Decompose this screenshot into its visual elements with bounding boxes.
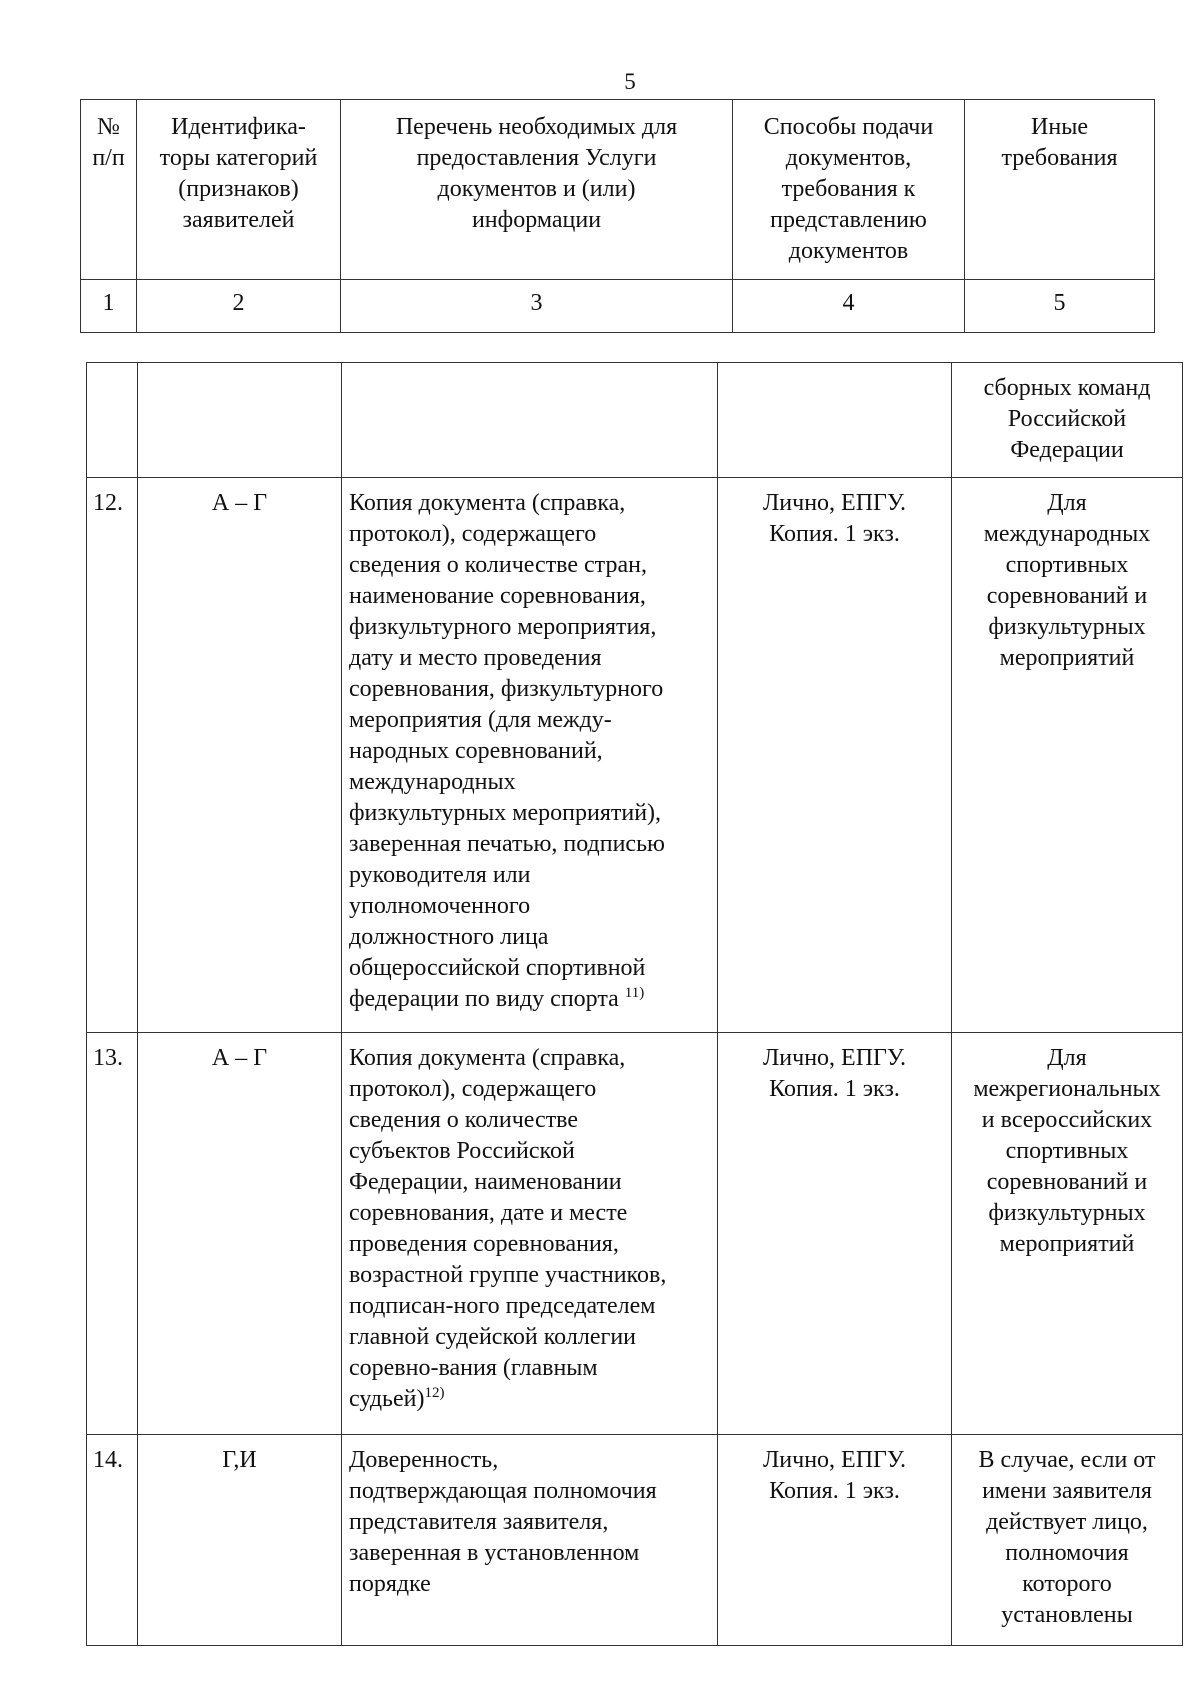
row-category [138,363,342,478]
row-documents-text: Копия документа (справка, протокол), содержащего сведения о количестве субъектов Российской Федерации, наименовании соревнования, дате и месте проведения соревнования, возрастной группе участников, подписан-ного председателем главной судейской коллегии соревно-вания (главным судьей) [349,1045,667,1412]
column-number: 3 [341,280,733,333]
row-other-requirements: Для межрегиональных и всероссийских спортивных соревнований и физкультурных мероприятий [952,1033,1183,1435]
column-number: 5 [965,280,1155,333]
row-category: Г,И [138,1435,342,1646]
header-number-row [81,280,1155,333]
row-number: 13. [87,1033,138,1435]
row-number [87,363,138,478]
row-documents [342,363,718,478]
column-number: 4 [733,280,965,333]
row-documents [342,1033,718,1435]
row-submission [718,363,952,478]
row-documents-text: Копия документа (справка, протокол), содержащего сведения о количестве стран, наименование соревнования, физкультурного мероприятия, дату и место проведения соревнования, физкультурного мероприятия (для междy- народных соревнований, международных физкультурных мероприятий), заверенная печатью, подписью руководителя или уполномоченного должностного лица общероссийской спортивной федерации по виду спорта [349,490,665,1012]
page-number: 5 [624,69,636,94]
row-other-requirements: Для международных спортивных соревнований и физкультурных мероприятий [952,478,1183,1033]
table-row [87,478,1183,1033]
header-cell-other: Иные требования [965,100,1155,280]
row-category: А – Г [138,1033,342,1435]
table-body [86,362,1183,1646]
footnote-marker: 12) [424,1385,445,1401]
footnote-marker: 11) [624,985,645,1001]
row-category: А – Г [138,478,342,1033]
header-cell-number: № п/п [81,100,137,280]
row-submission: Лично, ЕПГУ. Копия. 1 экз. [718,1435,952,1646]
header-cell-documents: Перечень необходимых для предоставления Услуги документов и (или) информации [341,100,733,280]
row-other-requirements: сборных команд Российской Федерации [952,363,1183,478]
table-row [87,1033,1183,1435]
header-row [81,100,1155,280]
header-cell-submission: Способы подачи документов, требования к представлению документов [733,100,965,280]
table-row [87,363,1183,478]
row-documents: Доверенность, подтверждающая полномочия представителя заявителя, заверенная в установленном порядке [342,1435,718,1646]
table-row [87,1435,1183,1646]
column-number: 1 [81,280,137,333]
row-submission: Лично, ЕПГУ. Копия. 1 экз. [718,1033,952,1435]
row-documents [342,478,718,1033]
row-submission: Лично, ЕПГУ. Копия. 1 экз. [718,478,952,1033]
header-cell-category: Идентифика- торы категорий (признаков) заявителей [137,100,341,280]
row-other-requirements: В случае, если от имени заявителя действует лицо, полномочия которого установлены [952,1435,1183,1646]
row-number: 14. [87,1435,138,1646]
column-number: 2 [137,280,341,333]
row-number: 12. [87,478,138,1033]
table-header [80,99,1155,333]
